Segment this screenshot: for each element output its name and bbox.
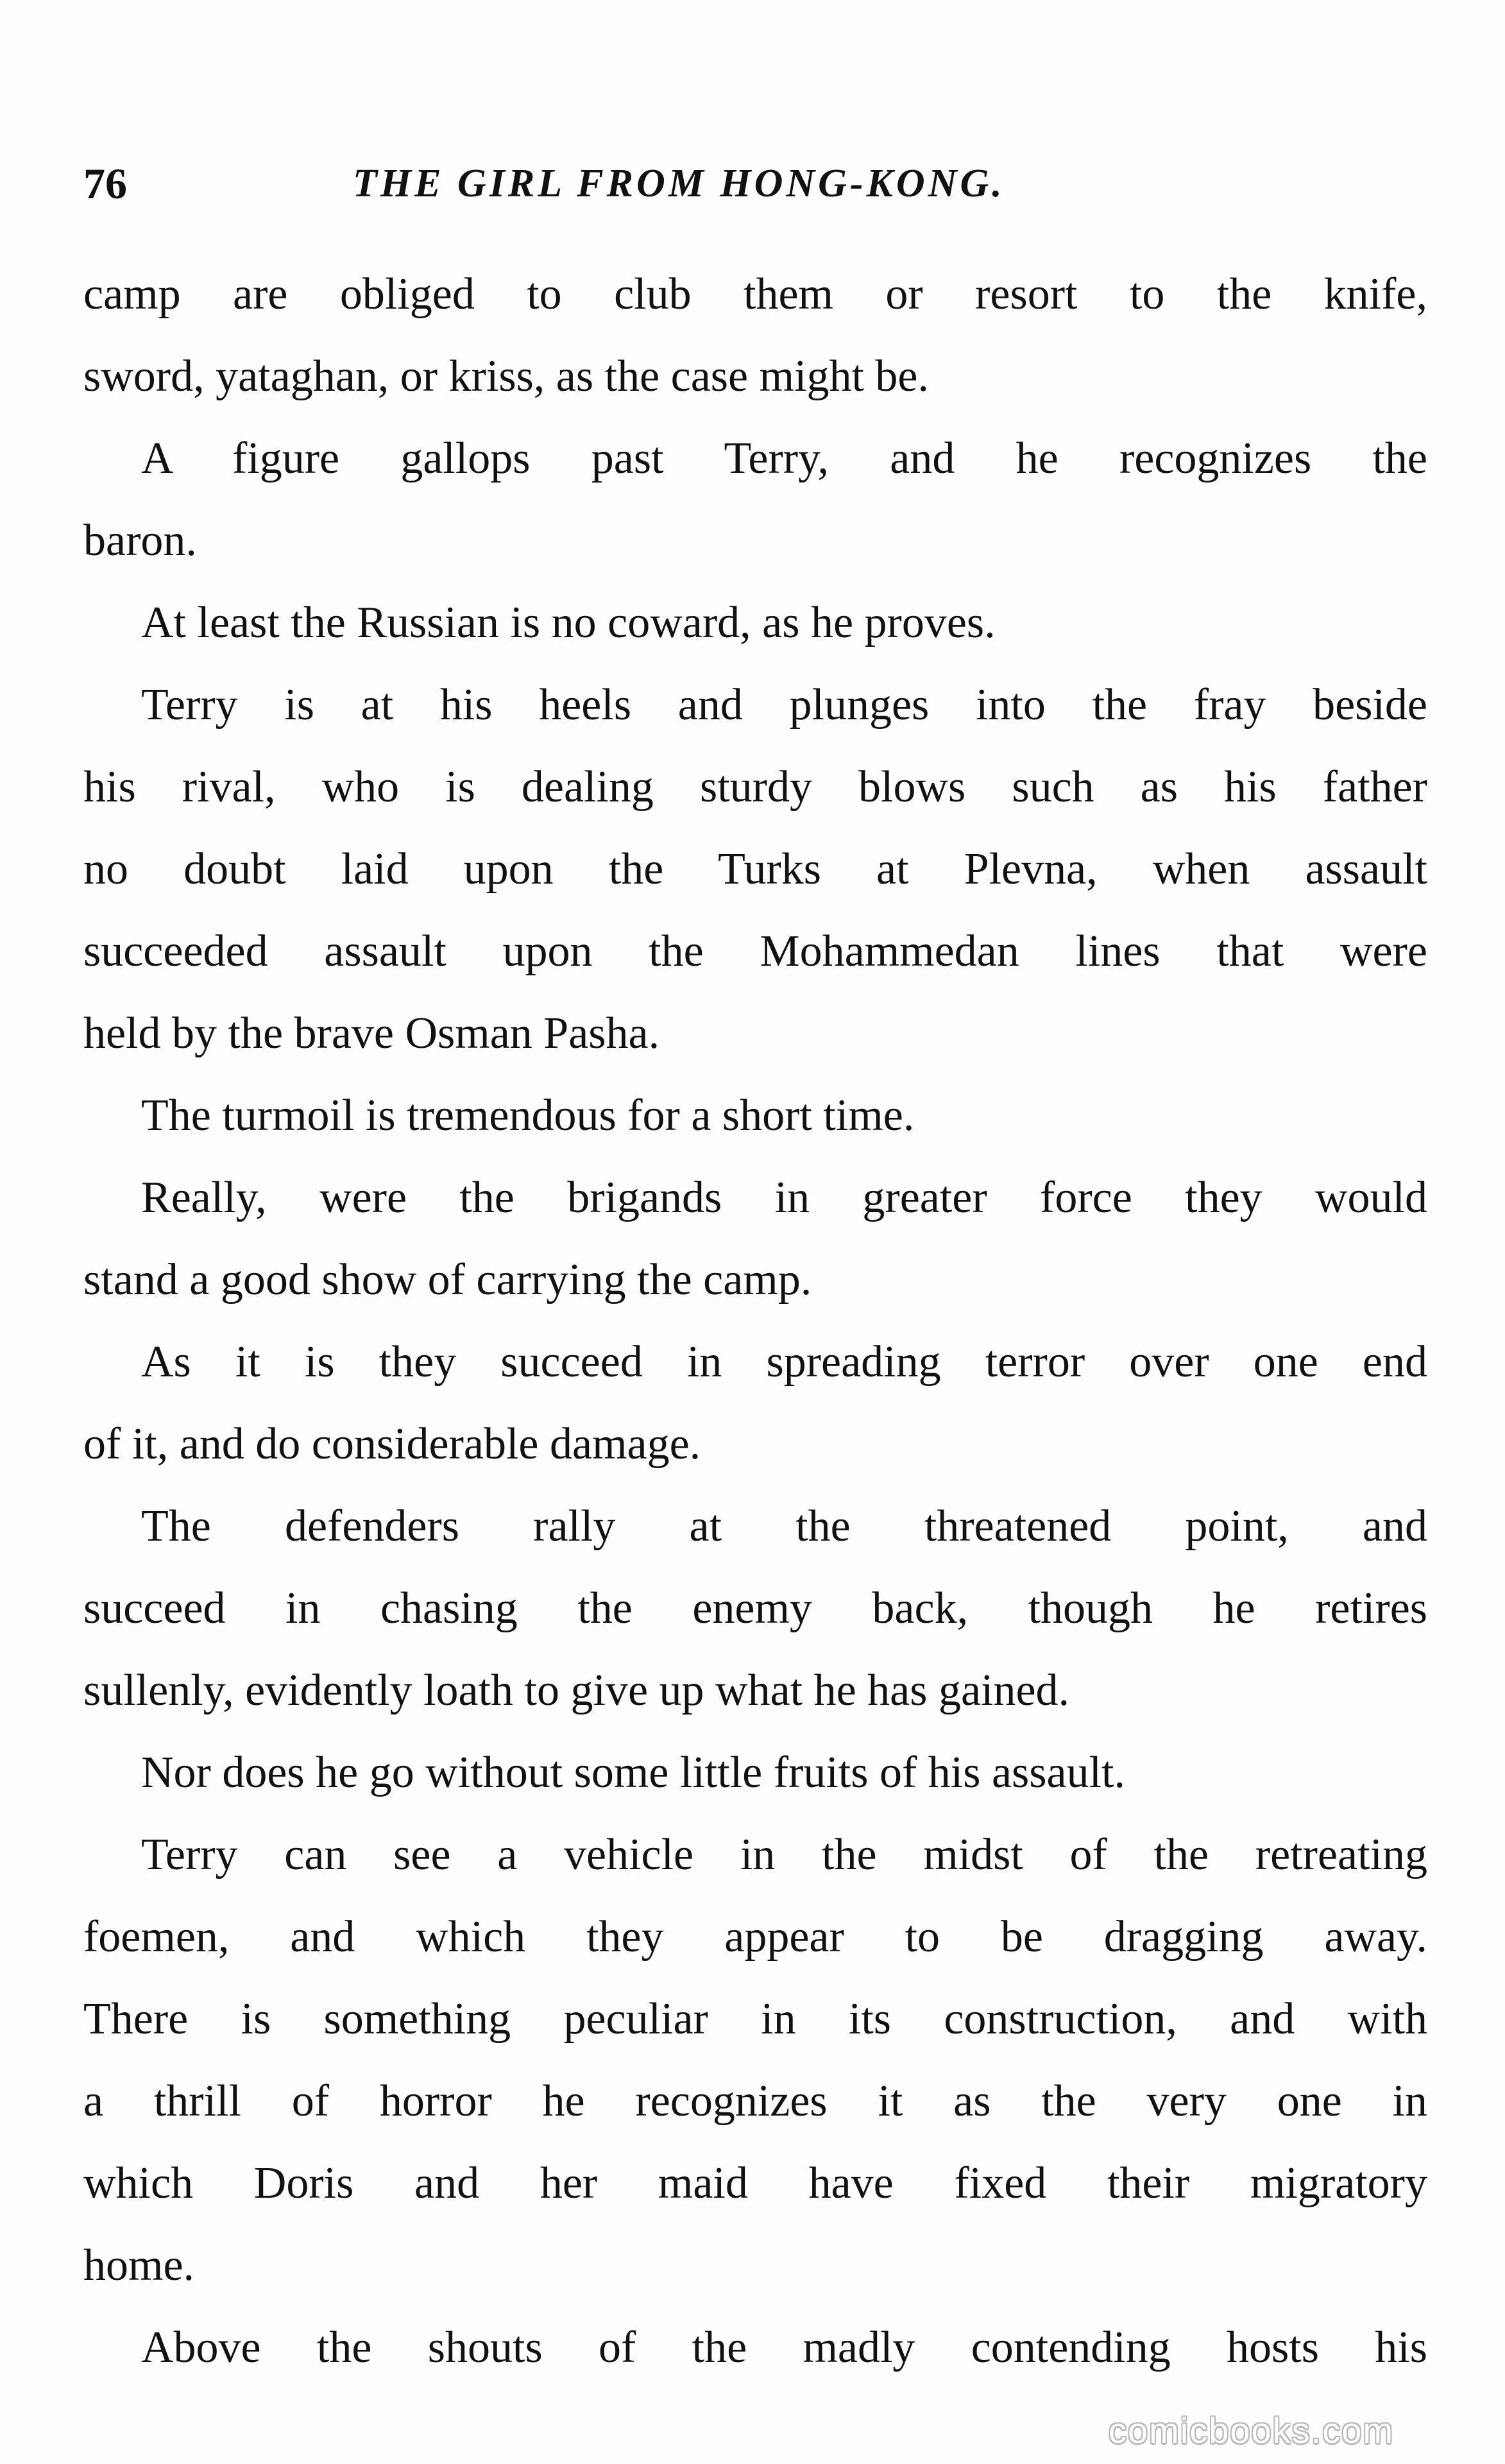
text-line: Really, were the brigands in greater force they would [141, 1173, 1427, 1222]
text-line: home. [83, 2241, 195, 2290]
text-line: sword, yataghan, or kriss, as the case might be. [83, 352, 930, 401]
text-line: camp are obliged to club them or resort to the knife, [83, 270, 1427, 319]
watermark: comicbooks.com [1109, 2410, 1395, 2451]
running-head [83, 151, 1431, 216]
text-line: Terry is at his heels and plunges into the fray beside [141, 680, 1427, 730]
text-line: of it, and do considerable damage. [83, 1419, 701, 1469]
text-line: Above the shouts of the madly contending hosts his [141, 2323, 1427, 2372]
text-line: foemen, and which they appear to be dragging away. [83, 1912, 1427, 1962]
text-line: a thrill of horror he recognizes it as the very one in [83, 2076, 1427, 2126]
text-line: The defenders rally at the threatened point, and [141, 1502, 1427, 1551]
text-line: stand a good show of carrying the camp. [83, 1255, 812, 1305]
body-text [83, 253, 1427, 2389]
text-line: succeeded assault upon the Mohammedan lines that were [83, 927, 1427, 976]
text-line: As it is they succeed in spreading terror over one end [141, 1337, 1427, 1387]
text-line: succeed in chasing the enemy back, though he retires [83, 1584, 1427, 1633]
text-line: his rival, who is dealing sturdy blows such as his father [83, 762, 1427, 812]
text-line: A figure gallops past Terry, and he recognizes the [141, 434, 1427, 483]
text-line: There is something peculiar in its construction, and with [83, 1994, 1427, 2044]
text-line: At least the Russian is no coward, as he proves. [141, 598, 996, 647]
text-line: baron. [83, 516, 197, 565]
text-line: sullenly, evidently loath to give up what he has gained. [83, 1666, 1070, 1715]
text-line: The turmoil is tremendous for a short time. [141, 1091, 915, 1140]
page-number: 76 [83, 159, 127, 208]
text-line: Terry can see a vehicle in the midst of the retreating [141, 1830, 1427, 1879]
text-line: held by the brave Osman Pasha. [83, 1009, 660, 1058]
book-title: THE GIRL FROM HONG-KONG. [353, 162, 1005, 205]
text-line: Nor does he go without some little fruits of his assault. [141, 1748, 1125, 1797]
text-line: no doubt laid upon the Turks at Plevna, when assault [83, 844, 1427, 894]
text-line: which Doris and her maid have fixed their migratory [83, 2159, 1427, 2208]
